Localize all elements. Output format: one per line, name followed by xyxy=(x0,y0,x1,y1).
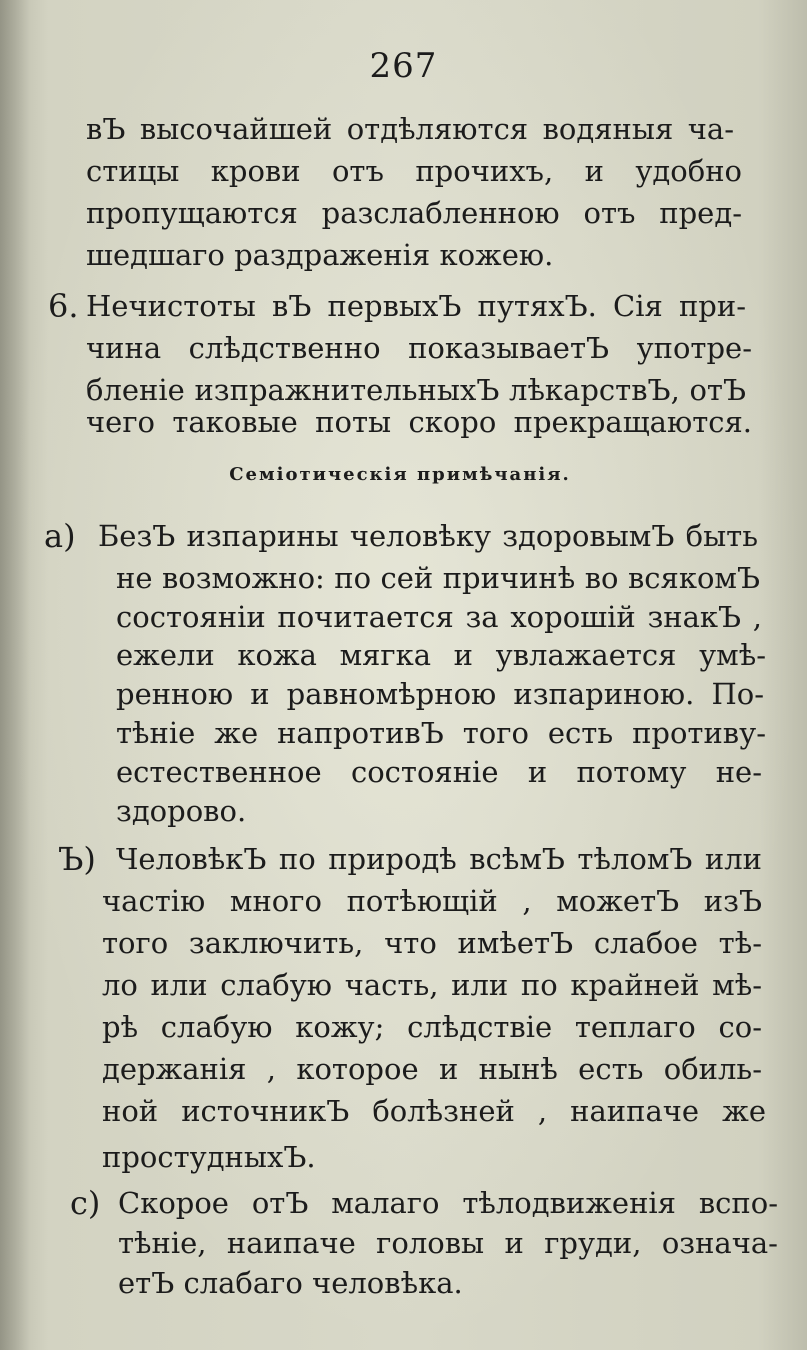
text-line: состояніи почитается за хорошій знакЪ , xyxy=(116,600,762,634)
text-line: ежели кожа мягка и увлажается умѣ- xyxy=(116,638,766,672)
item-6-marker: 6. xyxy=(48,287,79,325)
item-c-marker: с) xyxy=(70,1184,101,1222)
text-line: ренною и равномѣрною изпариною. По- xyxy=(116,677,764,711)
page-number: 267 xyxy=(369,46,438,86)
item-a-marker: а) xyxy=(44,517,76,555)
text-line: здорово. xyxy=(116,794,247,828)
text-line: пропущаются разслабленною отъ пред- xyxy=(86,196,742,230)
text-line: вЪ высочайшей отдѣляются водяныя ча- xyxy=(86,112,734,146)
text-line: ло или слабую часть, или по крайней мѣ- xyxy=(102,968,762,1002)
text-line: держанія , которое и нынѣ есть обиль- xyxy=(102,1052,762,1086)
item-b-marker: Ъ) xyxy=(58,840,96,878)
text-line: естественное состояніе и потому не- xyxy=(116,755,762,789)
text-line: БезЪ изпарины человѣку здоровымЪ быть xyxy=(98,519,758,553)
text-line: Скорое отЪ малаго тѣлодвиженія вспо- xyxy=(118,1186,778,1220)
text-line: шедшаго раздраженія кожею. xyxy=(86,238,554,272)
text-line: чего таковые поты скоро прекращаются. xyxy=(86,405,752,439)
text-line: ЧеловѣкЪ по природѣ всѣмЪ тѣломЪ или xyxy=(116,842,762,876)
text-line: не возможно: по сей причинѣ во всякомЪ xyxy=(116,561,760,595)
text-line: етЪ слабаго человѣка. xyxy=(118,1266,463,1300)
text-line: рѣ слабую кожу; слѣдствіе теплаго со- xyxy=(102,1010,762,1044)
text-line: ной источникЪ болѣзней , наипаче же xyxy=(102,1094,766,1128)
text-line: Нечистоты вЪ первыхЪ путяхЪ. Сія при- xyxy=(86,289,746,323)
text-line: частію много потѣющій , можетЪ изЪ xyxy=(102,884,762,918)
text-line: тѣніе же напротивЪ того есть противу- xyxy=(116,716,766,750)
text-line: простудныхЪ. xyxy=(102,1140,316,1174)
section-heading: Семіотическія примѣчанія. xyxy=(229,464,571,485)
text-line: того заключить, что имѣетЪ слабое тѣ- xyxy=(102,926,762,960)
text-line: стицы крови отъ прочихъ, и удобно xyxy=(86,154,742,188)
text-line: тѣніе, наипаче головы и груди, означа- xyxy=(118,1226,778,1260)
text-line: чина слѣдственно показываетЪ употре- xyxy=(86,331,752,365)
page-edge-shadow xyxy=(0,0,30,1350)
text-line: бленіе изпражнительныхЪ лѣкарствЪ, отЪ xyxy=(86,373,746,407)
